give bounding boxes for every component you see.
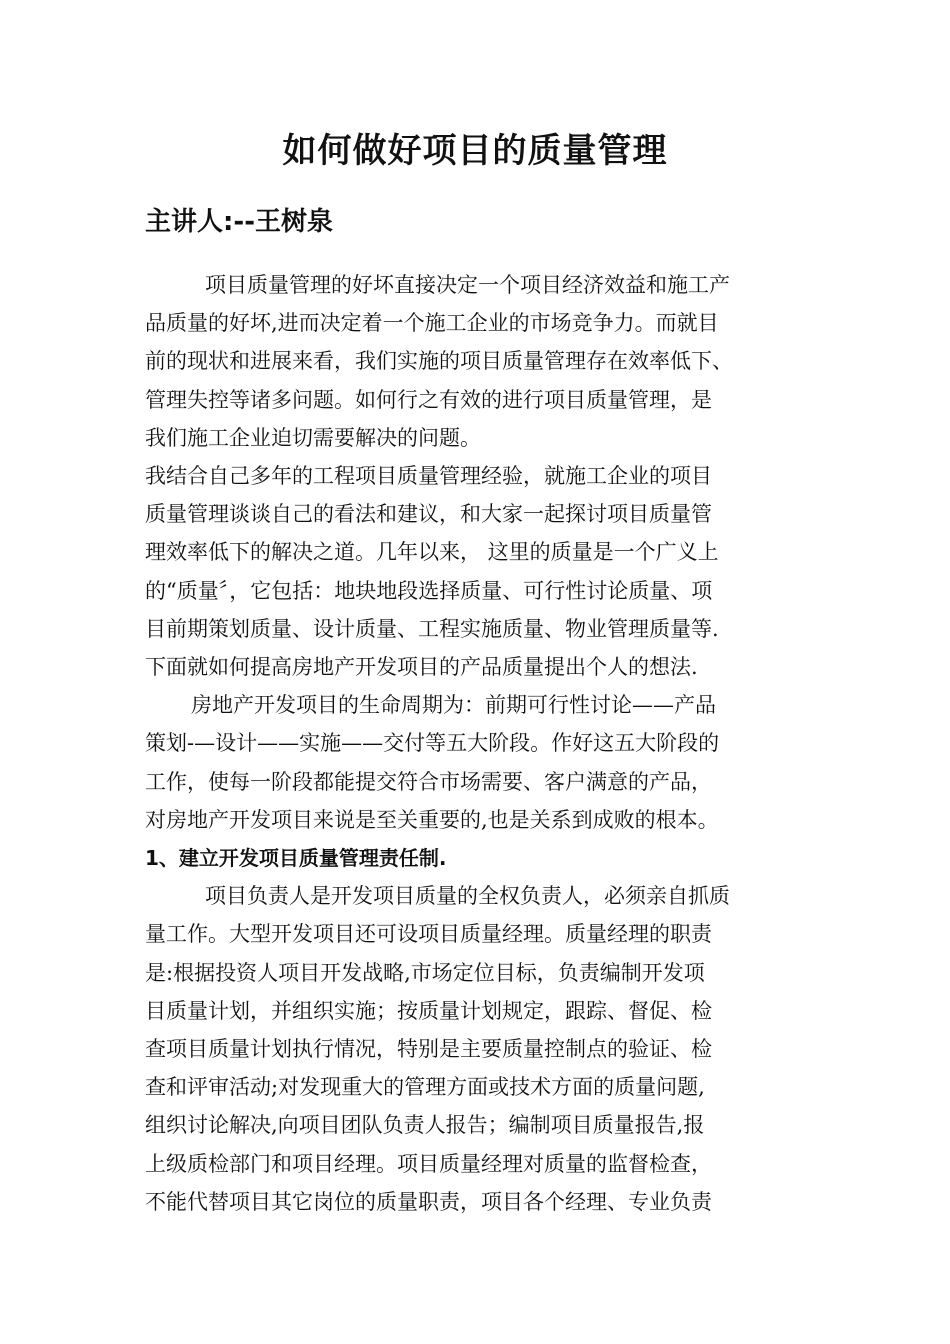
document-title: 如何做好项目的质量管理	[282, 131, 668, 171]
paragraph-lifecycle: 房地产开发项目的生命周期为：前期可行性讨论——产品 策划-—设计——实施——交付等五大阶段。作好这五大阶段的 工作，使每一阶段都能提交符合市场需要、客户满意的产品， 对房地产开发项目来说是至关重要的,也是关系到成败的根本。	[145, 693, 720, 832]
paragraph-experience: 我结合自己多年的工程项目质量管理经验，就施工企业的项目 质量管理谈谈自己的看法和建议，和大家一起探讨项目质量管 理效率低下的解决之道。几年以来， 这里的质量是一个广义上 的“质量〞，它包括：地块地段选择质量、可行性讨论质量、项 目前期策划质量、设计质量、工程实施质量、物业管理质量等. 下面就如何提高房地产开发项目的产品质量提出个人的想法.	[145, 464, 719, 680]
paragraph-intro: 项目质量管理的好坏直接决定一个项目经济效益和施工产 品质量的好坏,进而决定着一个施工企业的市场竞争力。而就目 前的现状和进展来看，我们实施的项目质量管理存在效率低下、 管理失控等诸多问题。如何行之有效的进行项目质量管理，是 我们施工企业迫切需要解决的问题。	[145, 273, 733, 450]
paragraph-responsibility: 项目负责人是开发项目质量的全权负责人，必须亲自抓质 量工作。大型开发项目还可设项目质量经理。质量经理的职责 是:根据投资人项目开发战略,市场定位目标，负责编制开发项 目质量计划，并组织实施；按质量计划规定，跟踪、督促、检 查项目质量计划执行情况，特别是主要质量控制点的验证、检 查和评审活动;对发现重大的管理方面或技术方面的质量问题, 组织讨论解决,向项目团队负责人报告；编制项目质量报告,报 上级质检部门和项目经理。项目质量经理对质量的监督检查， 不能代替项目其它岗位的质量职责，项目各个经理、专业负责	[145, 884, 730, 1214]
speaker-line: 主讲人:--王树泉	[145, 207, 333, 237]
document-body	[145, 266, 810, 1221]
section-heading: 1、建立开发项目质量管理责任制.	[145, 846, 447, 871]
